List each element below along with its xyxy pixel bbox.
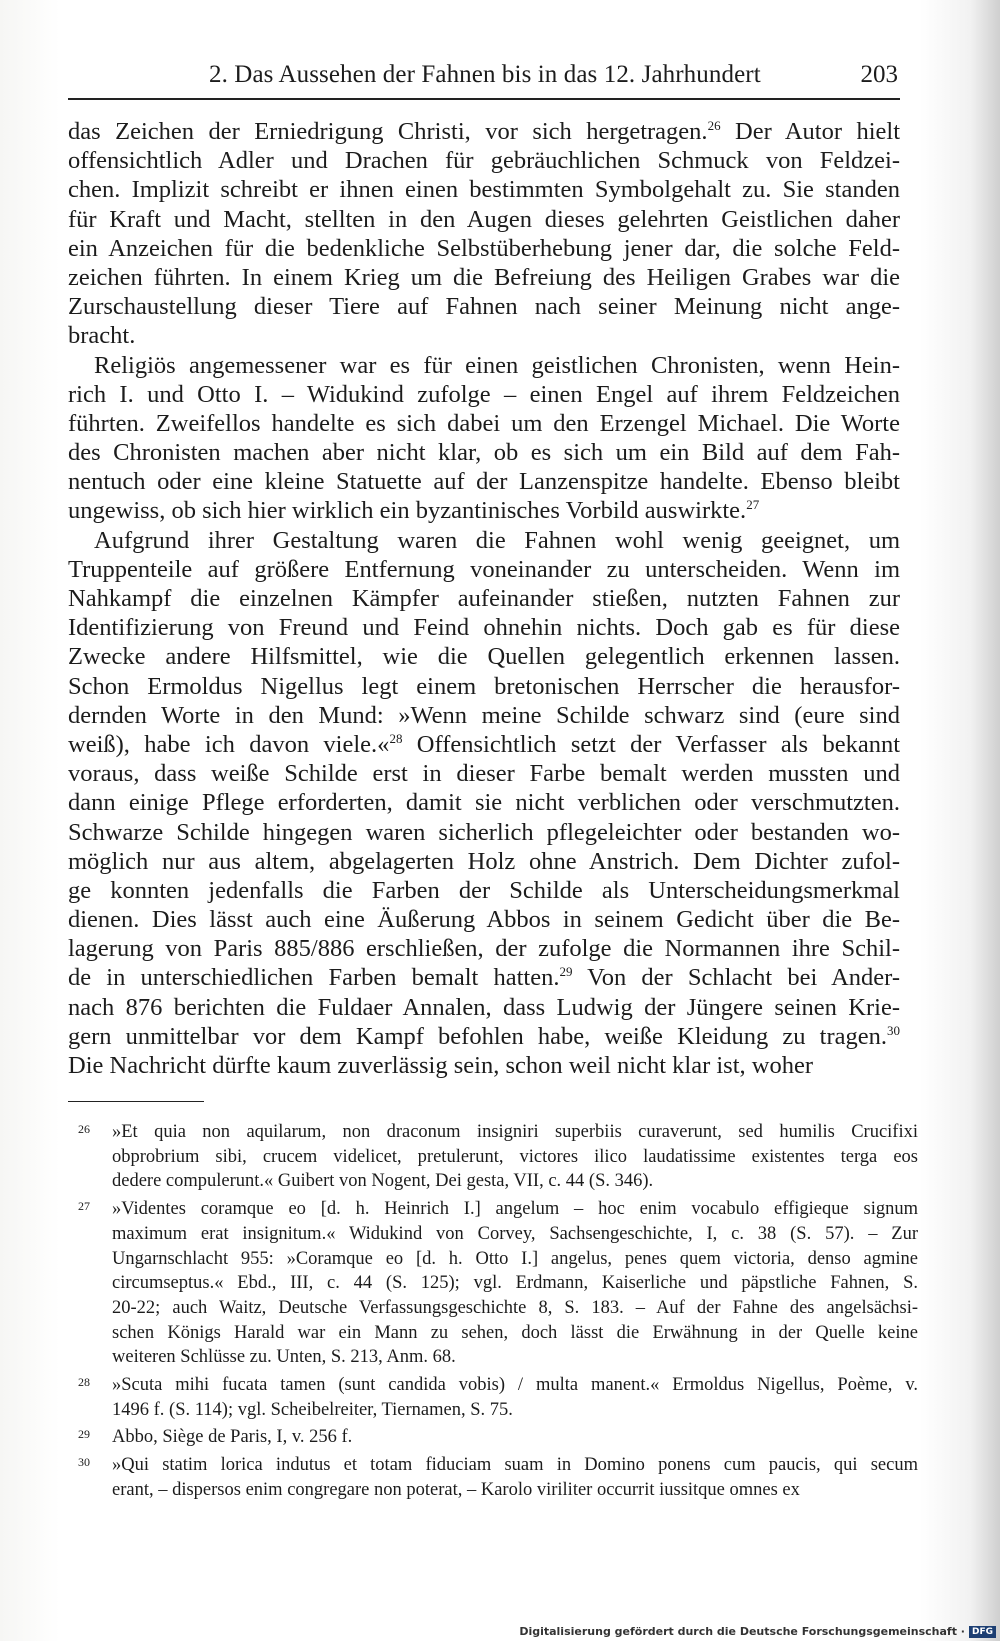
- text-line: [68, 905, 900, 934]
- line-text: weiß), habe ich davon viele.«: [68, 730, 390, 758]
- text-line: [68, 555, 900, 584]
- footnote-line: Abbo, Siège de Paris, I, v. 256 f.: [112, 1427, 353, 1448]
- text-line: [68, 146, 900, 175]
- line-text: das Zeichen der Erniedrigung Christi, vor sich hergetragen.: [68, 118, 708, 145]
- dfg-logo: DFG: [969, 1626, 996, 1638]
- line-text: Identifizierung von Freund und Feind ohnehin nichts. Doch gab es für diese: [68, 614, 900, 642]
- line-text: zeichen führten. In einem Krieg um die Befreiung des Heiligen Grabes war die: [68, 263, 900, 291]
- text-line: [68, 847, 900, 876]
- text-line: [68, 584, 900, 613]
- line-text: Zwecke andere Hilfsmittel, wie die Quellen gelegentlich erkennen lassen.: [68, 643, 900, 671]
- footnote-line: »Scuta mihi fucata tamen (sunt candida vobis) / multa manent.« Ermoldus Nigellus, Poème, v.: [112, 1375, 918, 1396]
- line-text: bracht.: [68, 322, 136, 350]
- text-line: [68, 496, 900, 525]
- line-text: nentuch oder eine kleine Statuette auf der Lanzenspitze handelte. Ebenso bleibt: [68, 468, 900, 496]
- line-text: des Chronisten machen aber nicht klar, ob es sich um ein Bild auf dem Fah-: [68, 439, 900, 467]
- text-line: [68, 526, 900, 555]
- line-text: ge konnten jedenfalls die Farben der Schilde als Unterscheidungsmerkmal: [68, 876, 900, 904]
- footnote-line: 1496 f. (S. 114); vgl. Scheibelreiter, Tiernamen, S. 75.: [112, 1399, 513, 1420]
- line-text: gern unmittelbar vor dem Kampf befohlen habe, weiße Kleidung zu tragen.: [68, 1022, 887, 1050]
- line-text: dann einige Pflege erforderten, damit sie nicht verblichen oder verschmutzten.: [68, 789, 900, 817]
- text-line: [68, 380, 900, 409]
- line-text: Zurschaustellung dieser Tiere auf Fahnen nach seiner Meinung nicht ange-: [68, 293, 900, 321]
- footnote-29: [68, 1425, 918, 1450]
- footnote-28: [68, 1373, 918, 1422]
- footnote-30: [68, 1453, 918, 1502]
- text-line: [68, 351, 900, 380]
- text-line: [68, 730, 900, 759]
- line-text: Schwarze Schilde hingegen waren sicherlich pflegeleichter oder bestanden wo-: [68, 818, 900, 846]
- footnote-separator: [68, 1101, 204, 1102]
- footnote-27: [68, 1197, 918, 1370]
- footnote-reference[interactable]: 28: [389, 730, 403, 746]
- line-text: möglich nur aus altem, abgelagerten Holz ohne Anstrich. Dem Dichter zufol-: [68, 847, 900, 875]
- running-title: 2. Das Aussehen der Fahnen bis in das 12. Jahrhundert: [209, 61, 761, 88]
- text-line: [68, 788, 900, 817]
- line-text: de in unterschiedlichen Farben bemalt hatten.: [68, 964, 560, 992]
- text-line: [68, 175, 900, 204]
- text-line: [68, 1051, 900, 1080]
- footnote-line: 20-22; auch Waitz, Deutsche Verfassungsgeschichte 8, S. 183. – Auf der Fahne des angelsächsi-: [112, 1297, 918, 1318]
- line-text: Aufgrund ihrer Gestaltung waren die Fahnen wohl wenig geeignet, um: [94, 526, 900, 554]
- footnote-line: »Qui statim lorica indutus et totam fiduciam suam in Domino ponens cum paucis, qui secum: [112, 1455, 918, 1476]
- text-line: [68, 818, 900, 847]
- line-text: dienen. Dies lässt auch eine Äußerung Abbos in seinem Gedicht über die Be-: [68, 906, 900, 934]
- footnote-reference[interactable]: 27: [746, 497, 760, 513]
- text-line: [68, 701, 900, 730]
- text-line: [68, 292, 900, 321]
- text-line: [68, 234, 900, 263]
- footnote-number: 30: [78, 1455, 90, 1470]
- text-line: [68, 642, 900, 671]
- text-line: [68, 613, 900, 642]
- line-text: ein Anzeichen für die bedenkliche Selbstüberhebung jener dar, die solche Feld-: [68, 234, 900, 262]
- page-number: 203: [860, 61, 898, 88]
- footnote-line: weiteren Schlüsse zu. Unten, S. 213, Anm. 68.: [112, 1347, 456, 1368]
- text-line: [68, 438, 900, 467]
- running-header: [68, 58, 900, 100]
- text-line: [68, 672, 900, 701]
- line-text: rich I. und Otto I. – Widukind zufolge – einen Engel auf ihrem Feldzeichen: [68, 380, 900, 408]
- text-line: [68, 263, 900, 292]
- footnote-line: obprobrium sibi, crucem videlicet, pretulerunt, victores ilico laudatissime existentes terga eos: [112, 1146, 918, 1167]
- footnote-reference[interactable]: 26: [707, 117, 721, 133]
- line-text: Die Nachricht dürfte kaum zuverlässig sein, schon weil nicht klar ist, woher: [68, 1052, 813, 1079]
- footnote-reference[interactable]: 29: [559, 964, 573, 980]
- line-text: Religiös angemessener war es für einen geistlichen Chronisten, wenn Hein-: [94, 351, 900, 379]
- footnote-line: erant, – dispersos enim congregare non poterat, – Karolo viriliter occurrit iussitque omnes ex: [112, 1479, 800, 1500]
- footnote-number: 27: [78, 1199, 90, 1214]
- footnote-line: schen Königs Harald war ein Mann zu sehen, doch lässt die Erwähnung in der Quelle keine: [112, 1322, 918, 1343]
- line-text-continued: Der Autor hielt: [720, 118, 901, 145]
- footnote-line: »Et quia non aquilarum, non draconum insigniri superbiis curaverunt, sed humilis Crucifixi: [112, 1122, 918, 1142]
- line-text: Schon Ermoldus Nigellus legt einem bretonischen Herrscher die herausfor-: [68, 672, 900, 700]
- text-line: [68, 1022, 900, 1051]
- text-line: [68, 876, 900, 905]
- line-text: Nahkampf die einzelnen Kämpfer aufeinander stießen, nutzten Fahnen zur: [68, 585, 900, 612]
- line-text: führten. Zweifellos handelte es sich dabei um den Erzengel Michael. Die Worte: [68, 409, 900, 437]
- line-text: voraus, dass weiße Schilde erst in dieser Farbe bemalt werden mussten und: [68, 760, 900, 788]
- footnote-reference[interactable]: 30: [887, 1022, 900, 1038]
- footnote-number: 26: [78, 1122, 90, 1136]
- footnote-26: [68, 1120, 918, 1194]
- text-line: [68, 993, 900, 1022]
- footnote-line: maximum erat insignitum.« Widukind von Corvey, Sachsengeschichte, I, c. 38 (S. 57). – Zur: [112, 1223, 918, 1244]
- line-text-continued: Offensichtlich setzt der Verfasser als bekannt: [402, 730, 901, 758]
- line-text-continued: Von der Schlacht bei Ander-: [572, 964, 900, 992]
- text-line: [68, 963, 900, 992]
- footnote-line: Ungarnschlacht 955: »Coramque eo [d. h. Otto I.] angelus, penes quem victoria, denso agmine: [112, 1248, 918, 1269]
- footnote-line: dedere compulerunt.« Guibert von Nogent, Dei gesta, VII, c. 44 (S. 346).: [112, 1171, 654, 1192]
- text-line: [68, 409, 900, 438]
- text-line: [68, 117, 900, 146]
- line-text: nach 876 berichten die Fuldaer Annalen, dass Ludwig der Jüngere seinen Krie-: [68, 993, 900, 1021]
- digitization-footer: [519, 1625, 996, 1638]
- text-line: [68, 205, 900, 234]
- line-text: dernden Worte in den Mund: »Wenn meine Schilde schwarz sind (eure sind: [68, 701, 900, 729]
- line-text: ungewiss, ob sich hier wirklich ein byzantinisches Vorbild auswirkte.: [68, 497, 747, 525]
- text-line: [68, 759, 900, 788]
- footnote-line: »Videntes coramque eo [d. h. Heinrich I.] angelum – hoc enim vocabulo effigieque signum: [112, 1199, 918, 1220]
- text-line: [68, 467, 900, 496]
- line-text: chen. Implizit schreibt er ihnen einen bestimmten Symbolgehalt zu. Sie standen: [68, 176, 900, 204]
- line-text: lagerung von Paris 885/886 erschließen, der zufolge die Normannen ihre Schil-: [68, 935, 900, 963]
- main-text: [68, 117, 900, 1080]
- footnotes: [68, 1120, 918, 1506]
- text-line: [68, 321, 900, 350]
- footnote-number: 29: [78, 1427, 90, 1442]
- footnote-line: circumseptus.« Ebd., III, c. 44 (S. 125); vgl. Erdmann, Kaiserliche und päpstliche Fahnen, S.: [112, 1273, 918, 1294]
- line-text: für Kraft und Macht, stellten in den Augen dieses gelehrten Geistlichen daher: [68, 205, 900, 233]
- footnote-number: 28: [78, 1375, 90, 1390]
- line-text: offensichtlich Adler und Drachen für gebräuchlichen Schmuck von Feldzei-: [68, 147, 900, 175]
- text-line: [68, 934, 900, 963]
- line-text: Truppenteile auf größere Entfernung voneinander zu unterscheiden. Wenn im: [68, 555, 900, 583]
- footer-text: Digitalisierung gefördert durch die Deutsche Forschungsgemeinschaft ·: [519, 1625, 965, 1638]
